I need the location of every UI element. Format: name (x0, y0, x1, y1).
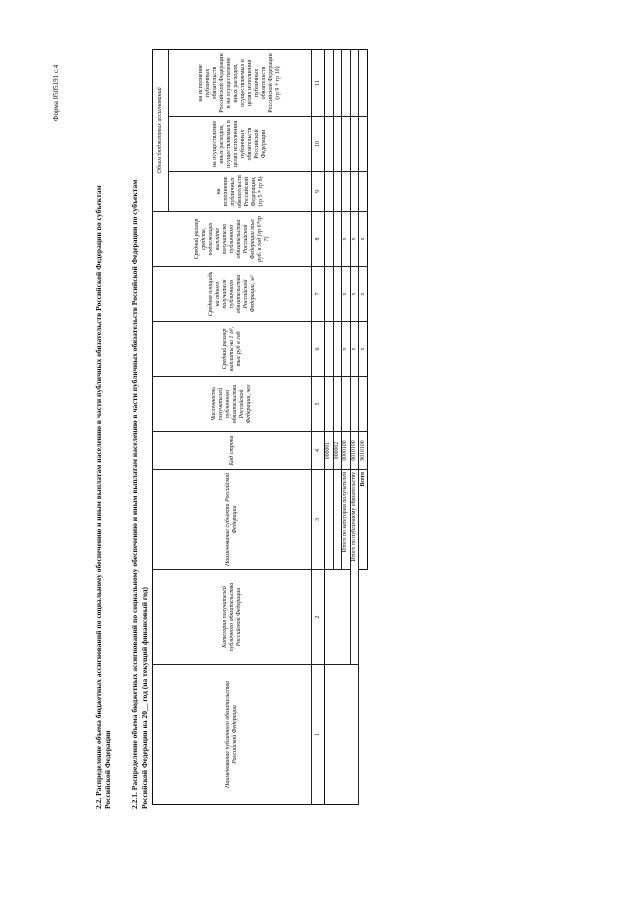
col-number: 8 (312, 212, 325, 267)
recipient-category-cell (325, 570, 351, 665)
col-number: 9 (312, 172, 325, 212)
region-cell (333, 470, 342, 570)
col-header-11: на исполнение публичных обязательств Российской Федерации и на осуществление иных расходов, осуществляемых в целях исполнения публичных обязательств Российской Федерации (гр 9 + гр 10) (169, 49, 312, 116)
col-number: 2 (312, 570, 325, 665)
cell (359, 377, 368, 432)
row-code: 0010100 (350, 432, 359, 470)
cell (359, 117, 368, 172)
form-code: Форма 0505191 с.4 (52, 64, 60, 121)
cell (333, 212, 342, 267)
cell (342, 172, 351, 212)
cell (325, 377, 334, 432)
col-header-10: на осуществление иных расходов, осуществляемых в целях исполнения публичных обязательств Российской Федерации (169, 117, 312, 172)
cell: x (342, 322, 351, 377)
section-title-cont: Российской Федерации (103, 730, 112, 809)
row-label: Всего (359, 470, 368, 570)
table-row (325, 49, 334, 804)
cell (325, 212, 334, 267)
row-code: 0000100 (342, 432, 351, 470)
col-header-5: Численность получателей публичного обязательства Российской Федерации, чел (153, 377, 312, 432)
cell: x (359, 267, 368, 322)
cell (342, 49, 351, 116)
subsection-title-cont: Российской Федерации на 20__ год (на текущий финансовый год) (140, 587, 149, 809)
cell: x (350, 267, 359, 322)
cell (333, 117, 342, 172)
col-header-3: Наименование субъекта Российской Федерации (153, 470, 312, 570)
col-header-2: Категория получателей публичного обязательства Российской Федерации (153, 570, 312, 665)
row-label: Итого по категории получателей (342, 470, 351, 570)
table-row (359, 49, 368, 804)
col-number: 7 (312, 267, 325, 322)
cell (333, 49, 342, 116)
cell (325, 322, 334, 377)
col-header-8: Средний размер средств, подлежащих выплате получателю публичного обязательства Российской Федерации тыс руб. в год (гр 6*гр 7) (153, 212, 312, 267)
cell (325, 117, 334, 172)
col-number: 3 (312, 470, 325, 570)
cell (333, 267, 342, 322)
cell (359, 49, 368, 116)
row-code: 000002 (333, 432, 342, 470)
col-header-9: на исполнение публичных обязательств Российской Федерации, (гр 5 * гр 8) (169, 172, 312, 212)
subsection-title: 2.2.1. Распределение объема бюджетных ассигнований по социальному обеспечению и иным выплатам населению в части публичных обязательств Российской Федерации по субъектам (130, 179, 139, 809)
col-number: 11 (312, 49, 325, 116)
section-title: 2.2. Распределение объема бюджетных ассигнований по социальному обеспечению и иным выплатам населению в части публичных обязательств Российской Федерации по субъектам (94, 185, 103, 809)
row-label: Итого по публичному обязательству (350, 470, 359, 665)
group-header-allocations: Объем бюджетных ассигнований (153, 49, 169, 211)
cell (333, 172, 342, 212)
cell (325, 267, 334, 322)
allocation-table (152, 49, 368, 805)
region-cell (325, 470, 334, 570)
col-header-1: Наименование публичного обязательства Российской Федерации (153, 665, 312, 805)
col-number: 4 (312, 432, 325, 470)
col-header-4: Код строки (153, 432, 312, 470)
row-code: 9010100 (359, 432, 368, 470)
cell (342, 377, 351, 432)
blank-cell (359, 570, 368, 805)
cell (333, 322, 342, 377)
cell: x (359, 212, 368, 267)
cell: x (342, 267, 351, 322)
col-number: 5 (312, 377, 325, 432)
col-header-6: Средний размер выплаты на 1 м², тыс руб в год (153, 322, 312, 377)
cell (350, 377, 359, 432)
cell (359, 172, 368, 212)
cell: x (359, 322, 368, 377)
cell: x (350, 212, 359, 267)
col-number: 6 (312, 322, 325, 377)
cell (350, 172, 359, 212)
col-number: 10 (312, 117, 325, 172)
cell (325, 172, 334, 212)
obligation-name-cell (325, 665, 359, 805)
cell (350, 49, 359, 116)
cell (333, 377, 342, 432)
cell (350, 117, 359, 172)
cell: x (342, 212, 351, 267)
cell (325, 49, 334, 116)
col-header-7: Средняя площадь на одного получателя публичного обязательства Российской Федерации, м² (153, 267, 312, 322)
row-code: 000001 (325, 432, 334, 470)
cell (342, 117, 351, 172)
cell: x (350, 322, 359, 377)
col-number: 1 (312, 665, 325, 805)
